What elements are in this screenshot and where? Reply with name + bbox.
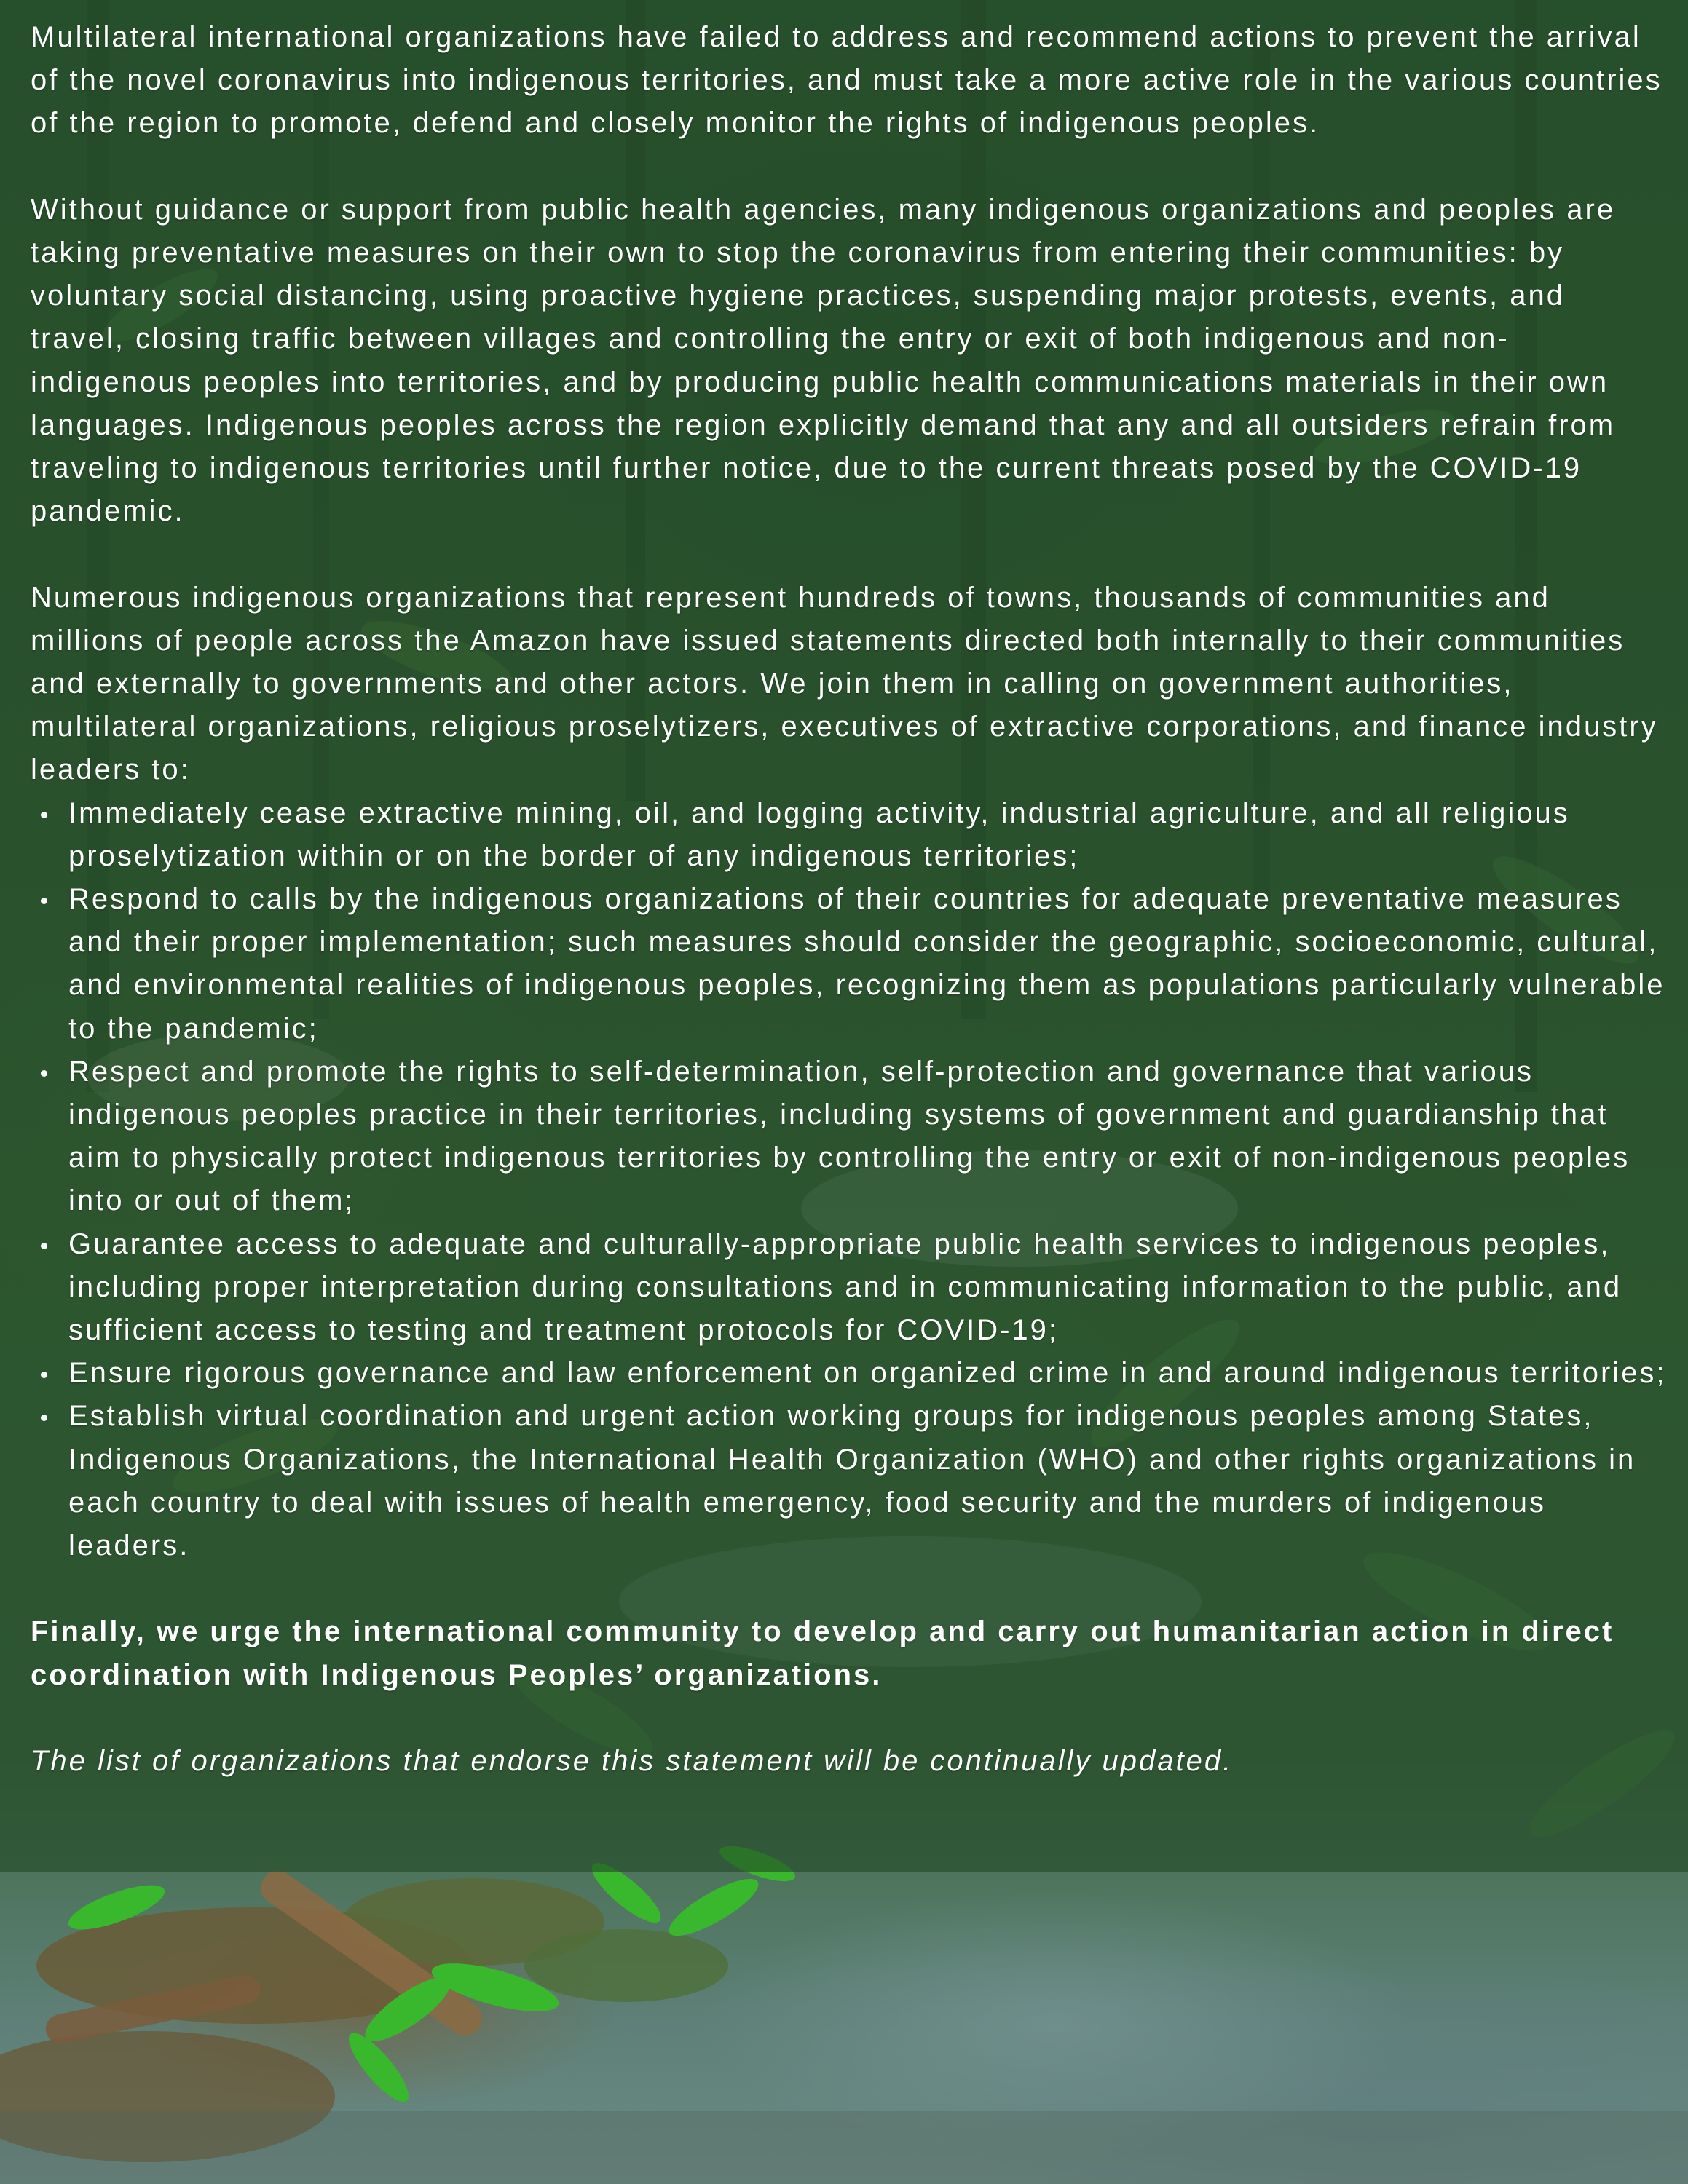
paragraph-guidance: Without guidance or support from public health agencies, many indigenous organizations and peoples are taking preventative measures on their own to stop the coronavirus from entering their communities: by voluntary social distancing, using proactive hygiene practices, suspending major protests, events, and travel, closing traffic between villages and controlling the entry or exit of both indigenous and non-indigenous peoples into territories, and by producing public health communications materials in their own languages. Indigenous peoples across the region explicitly demand that any and all outsiders refrain from traveling to indigenous territories until further notice, due to the current threats posed by the COVID-19 pandemic. (31, 193, 1616, 528)
list-item: Guarantee access to adequate and culturally-appropriate public health services to indigenous peoples, including proper interpretation during consultations and in communicating information to the public, and sufficient access to testing and treatment protocols for COVID-19; (68, 1223, 1669, 1353)
paragraph-numerous-organizations: Numerous indigenous organizations that represent hundreds of towns, thousands of communities and millions of people across the Amazon have issued statements directed both internally to their communities and externally to governments and other actors. We join them in calling on government authorities, multilateral organizations, religious proselytizers, executives of extractive corporations, and finance industry leaders to: (31, 581, 1658, 786)
paragraph-multilateral: Multilateral international organizations have failed to address and recommend actions to prevent the arrival of the novel coronavirus into indigenous territories, and must take a more active role in the various countries of the region to promote, defend and closely monitor the rights of indigenous peoples. (31, 21, 1663, 140)
demands-list (31, 792, 1669, 1568)
paragraph-updated-note: The list of organizations that endorse this statement will be continually updated. (31, 1745, 1234, 1778)
statement-body (31, 16, 1669, 1826)
list-item: Respect and promote the rights to self-determination, self-protection and governance that various indigenous peoples practice in their territories, including systems of government and guardianship that aim to physically protect indigenous territories by controlling the entry or exit of non-indigenous peoples into or out of them; (68, 1051, 1669, 1223)
list-item: Immediately cease extractive mining, oil, and logging activity, industrial agriculture, and all religious proselytization within or on the border of any indigenous territories; (68, 792, 1669, 878)
list-item: Ensure rigorous governance and law enforcement on organized crime in and around indigenous territories; (68, 1352, 1669, 1395)
paragraph-finally: Finally, we urge the international community to develop and carry out humanitarian action in direct coordination with Indigenous Peoples’ organizations. (31, 1615, 1614, 1691)
list-item: Respond to calls by the indigenous organizations of their countries for adequate preventative measures and their proper implementation; such measures should consider the geographic, socioeconomic, cultural, and environmental realities of indigenous peoples, recognizing them as populations particularly vulnerable to the pandemic; (68, 878, 1669, 1051)
list-item: Establish virtual coordination and urgent action working groups for indigenous peoples among States, Indigenous Organizations, the International Health Organization (WHO) and other rights organizations in each country to deal with issues of health emergency, food security and the murders of indigenous leaders. (68, 1395, 1669, 1567)
